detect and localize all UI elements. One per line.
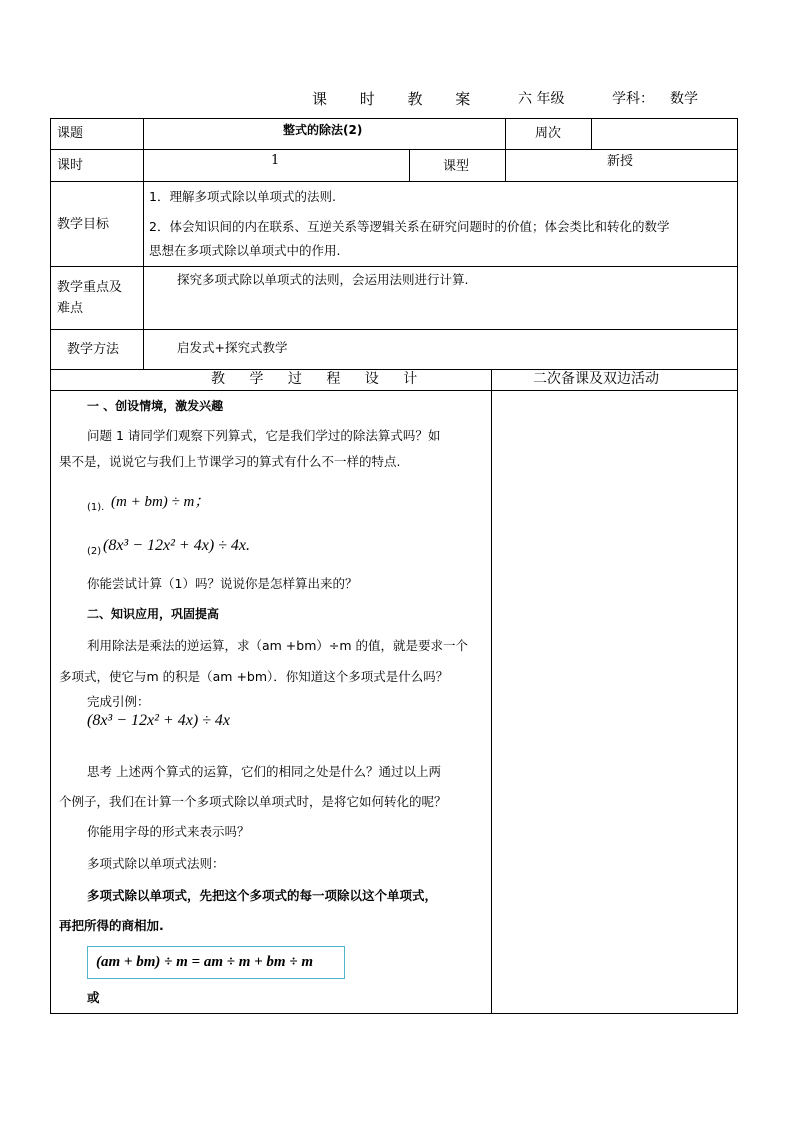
row-divider — [51, 149, 737, 150]
formula-box — [87, 946, 345, 979]
complete-label: 完成引例： — [87, 694, 150, 709]
type-value: 新授 — [607, 154, 634, 169]
use-line-1: 利用除法是乘法的逆运算，求（am +bm）÷m 的值，就是要求一个 — [87, 638, 469, 653]
rule-line-2: 再把所得的商相加. — [59, 918, 164, 933]
type-label: 课型 — [443, 159, 470, 174]
lesson-plan-table — [50, 118, 738, 1014]
rule-line-1: 多项式除以单项式，先把这个多项式的每一项除以这个单项式， — [87, 888, 438, 903]
subject-label: 学科： — [612, 91, 654, 107]
col-divider — [143, 119, 144, 369]
secondary-header: 二次备课及双边活动 — [533, 371, 659, 387]
think-line-1: 思考 上述两个算式的运算，它们的相同之处是什么？通过以上两 — [87, 764, 441, 779]
page-header — [0, 86, 794, 110]
complete-expression: (8x³ − 12x² + 4x) ÷ 4x — [87, 712, 231, 729]
use-line-2: 多项式，使它与m 的积是（am +bm）．你知道这个多项式是什么吗？ — [59, 669, 449, 684]
lesson-plan-title: 课 时 教 案 — [312, 90, 485, 108]
col-divider — [505, 149, 506, 181]
goal-1: 1．理解多项式除以单项式的法则. — [149, 189, 336, 204]
goal-2-line2: 思想在多项式除以单项式中的作用. — [149, 243, 341, 258]
row-divider — [51, 266, 737, 267]
method-value: 启发式+探究式教学 — [177, 340, 288, 355]
process-header: 教 学 过 程 设 计 — [211, 371, 428, 387]
or-text: 或 — [87, 990, 100, 1005]
col-divider — [409, 149, 410, 181]
rule-label: 多项式除以单项式法则： — [87, 856, 225, 871]
key-points-label-2: 难点 — [57, 301, 84, 316]
topic-label: 课题 — [57, 126, 84, 141]
col-divider — [491, 369, 492, 1013]
method-label: 教学方法 — [67, 342, 120, 357]
row-divider — [51, 181, 737, 182]
example-2-number: (2) — [87, 546, 102, 557]
row-divider — [51, 329, 737, 330]
key-points-label-1: 教学重点及 — [57, 280, 123, 295]
try-question: 你能尝试计算（1）吗？说说你是怎样算出来的？ — [87, 576, 358, 591]
example-1-expression: (m + bm) ÷ m； — [111, 494, 210, 510]
think-line-2: 个例子，我们在计算一个多项式除以单项式时，是将它如何转化的呢？ — [59, 794, 447, 809]
col-divider — [505, 119, 506, 149]
question-1-line1: 问题 1 请同学们观察下列算式，它是我们学过的除法算式吗？如 — [87, 428, 441, 443]
row-divider — [51, 390, 737, 391]
week-label: 周次 — [535, 126, 562, 141]
example-2-expression: (8x³ − 12x² + 4x) ÷ 4x. — [103, 537, 251, 554]
subject-value: 数学 — [670, 91, 698, 107]
formula-expression: (am + bm) ÷ m = am ÷ m + bm ÷ m — [96, 954, 314, 970]
goals-label: 教学目标 — [57, 217, 110, 232]
hours-value: 1 — [271, 153, 280, 168]
key-points-value: 探究多项式除以单项式的法则，会运用法则进行计算. — [177, 272, 469, 287]
example-1-number: (1). — [87, 502, 105, 513]
grade-label: 六 年级 — [518, 91, 565, 107]
col-divider — [591, 119, 592, 149]
question-1-line2: 果不是，说说它与我们上节课学习的算式有什么不一样的特点. — [59, 454, 401, 469]
section-2-title: 二、知识应用，巩固提高 — [87, 607, 220, 621]
topic-value: 整式的除法(2) — [283, 123, 363, 137]
hours-label: 课时 — [57, 158, 84, 173]
section-1-title: 一 、创设情境，激发兴趣 — [87, 399, 224, 413]
goal-2-line1: 2．体会知识间的内在联系、互逆关系等逻辑关系在研究问题时的价值；体会类比和转化的数学 — [149, 219, 670, 234]
letter-question: 你能用字母的形式来表示吗？ — [87, 824, 250, 839]
